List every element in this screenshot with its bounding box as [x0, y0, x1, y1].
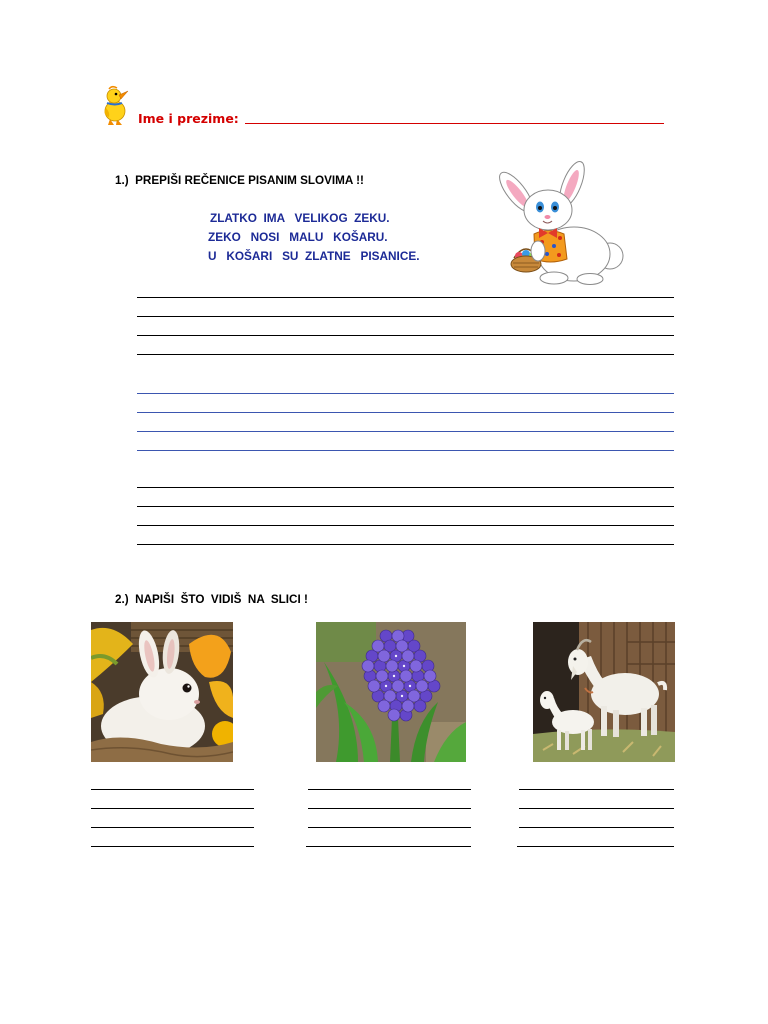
answer-lines-rabbit	[91, 771, 254, 847]
sentence-2: ZEKO NOSI MALU KOŠARU.	[208, 230, 388, 244]
task1-title: 1.) PREPIŠI REČENICE PISANIM SLOVIMA !!	[115, 174, 364, 187]
answer-lines-black-2	[137, 469, 674, 545]
answer-line	[306, 828, 471, 847]
answer-line	[137, 279, 674, 298]
answer-line	[137, 317, 674, 336]
answer-line	[137, 469, 674, 488]
answer-line	[137, 488, 674, 507]
answer-line	[137, 507, 674, 526]
answer-line	[137, 526, 674, 545]
answer-line	[519, 809, 674, 828]
answer-line	[137, 336, 674, 355]
answer-lines-goats	[519, 771, 674, 847]
answer-line	[91, 790, 254, 809]
name-answer-line	[245, 123, 664, 124]
rabbit-photo	[91, 622, 233, 762]
answer-lines-blue	[137, 375, 674, 451]
answer-line	[308, 771, 471, 790]
answer-lines-black-1	[137, 279, 674, 355]
answer-line	[137, 413, 674, 432]
answer-line	[308, 809, 471, 828]
answer-line	[519, 771, 674, 790]
answer-line	[517, 828, 674, 847]
name-label: Ime i prezime:	[138, 111, 239, 126]
answer-line	[91, 771, 254, 790]
answer-line	[137, 375, 674, 394]
answer-line	[137, 298, 674, 317]
task2-title: 2.) NAPIŠI ŠTO VIDIŠ NA SLICI !	[115, 593, 308, 606]
answer-line	[308, 790, 471, 809]
easter-bunny-icon	[492, 158, 626, 286]
answer-line	[137, 432, 674, 451]
sentence-3: U KOŠARI SU ZLATNE PISANICE.	[208, 249, 420, 263]
answer-line	[91, 809, 254, 828]
answer-line	[91, 828, 254, 847]
sentence-1: ZLATKO IMA VELIKOG ZEKU.	[210, 211, 390, 225]
duck-icon	[101, 84, 129, 126]
hyacinth-photo	[316, 622, 466, 762]
answer-line	[137, 394, 674, 413]
answer-lines-hyacinth	[308, 771, 471, 847]
answer-line	[519, 790, 674, 809]
goats-photo	[533, 622, 675, 762]
